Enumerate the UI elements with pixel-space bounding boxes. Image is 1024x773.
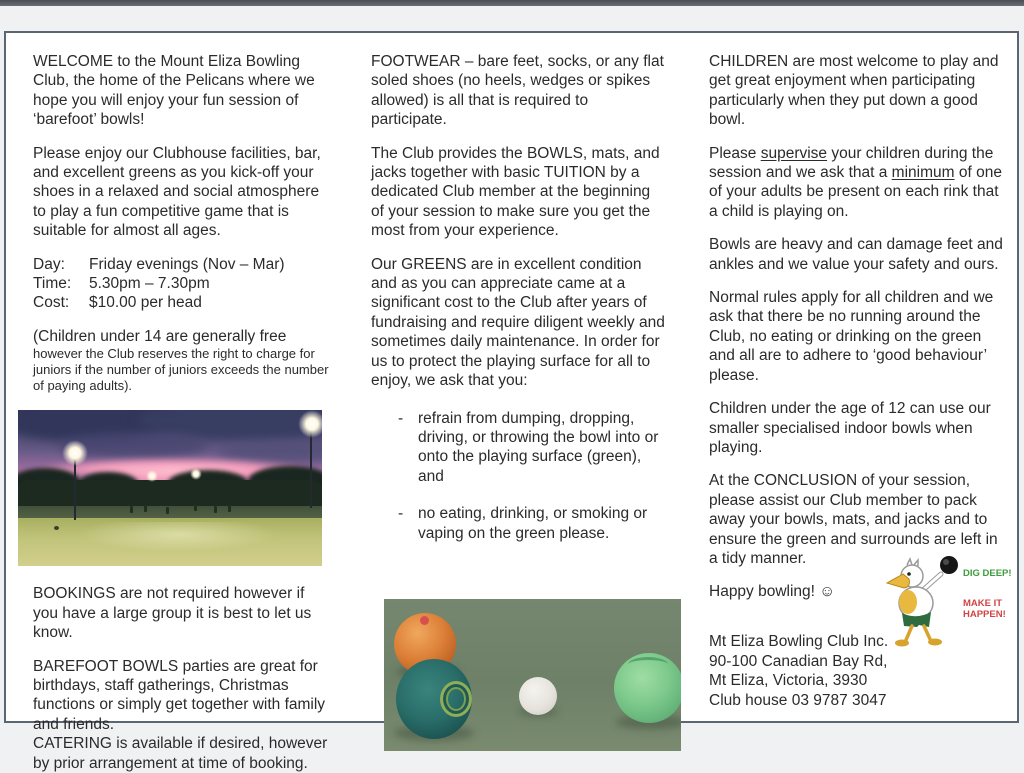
bullet-marker: - [398,505,404,523]
provides-paragraph: The Club provides the BOWLS, mats, and jacks together with basic TUITION by a dedicated Club member at the beginning of your session to make sure you get the most from your experience. [371,144,660,240]
detail-time [33,274,329,293]
photo-lawn-glow [78,522,278,552]
green-rule-bullet-2 [371,504,667,543]
bullet-text: no eating, drinking, or smoking or vaping on the green please. [418,505,648,542]
green-rule-bullet-1 [371,409,667,487]
pelican-mascot-logo [885,554,1015,660]
bowls-photo [384,599,681,751]
bowls-heavy-paragraph: Bowls are heavy and can damage feet and ankles and we value your safety and ours. [709,236,1003,273]
club-address-block [709,632,888,710]
session-details [33,255,329,313]
normal-rules-paragraph: Normal rules apply for all children and we ask that there be no running around the Club, no eating or drinking on the green and all are to adhere to ‘good behaviour’ please. [709,289,994,384]
photo-person [214,506,217,513]
column-right [709,52,1012,721]
pelican-mascot-icon [885,554,963,654]
mascot-make-it-happen-text: MAKE IT HAPPEN! [963,598,1006,621]
happy-bowling-text: Happy bowling! ☺ [709,583,836,601]
parties-paragraph: BAREFOOT BOWLS parties are great for birthdays, staff gatherings, Christmas functions or simply get together with family and friends. [33,657,326,733]
children-note-small: however the Club reserves the right to charge for juniors if the number of juniors exceeds the number of paying adults). [33,346,329,394]
address-line-city: Mt Eliza, Victoria, 3930 [709,672,868,690]
detail-day-label: Day: [33,255,65,273]
photo-person [166,507,169,514]
column-left [33,52,329,772]
address-line-name: Mt Eliza Bowling Club Inc. [709,633,889,651]
enjoy-paragraph: Please enjoy our Clubhouse facilities, bar, and excellent greens as you kick-off your shoes in a relaxed and social atmosphere to play a fun competitive game that is suitable for almost all ages. [33,144,321,240]
bookings-paragraph: BOOKINGS are not required however if you have a large group it is best to let us know. [33,585,312,642]
greens-paragraph: Our GREENS are in excellent condition and as you can appreciate came at a significant cost to the Club after years of fundraising and require diligent weekly and sometimes daily maintenance. In order for us to protect the playing surface for all to enjoy, we ask that you: [371,255,665,390]
under-12-paragraph: Children under the age of 12 can use our smaller specialised indoor bowls when playing. [709,400,991,456]
catering-paragraph: CATERING is available if desired, however by prior arrangement at time of booking. [33,735,328,772]
photo-person [144,505,147,512]
photo-floodlight [298,410,322,438]
photo-bowl-rings [628,657,668,672]
detail-time-label: Time: [33,275,72,293]
bullet-marker: - [398,409,404,427]
photo-green-bowl [614,653,681,723]
mascot-dig-deep-text: DIG DEEP! [963,568,1012,580]
column-middle [371,52,667,721]
children-note-lead: (Children under 14 are generally free [33,327,287,345]
brochure-page [4,31,1019,772]
detail-cost-value: $10.00 per head [89,294,202,312]
supervise-paragraph: Please supervise your children during the session and we ask that a minimum of one of your adults be present on each rink that a child is playing on. [709,144,1002,220]
detail-day-value: Friday evenings (Nov – Mar) [89,255,285,273]
address-line-phone: Club house 03 9787 3047 [709,691,887,709]
mascot-bowl [940,556,958,574]
detail-time-value: 5.30pm – 7.30pm [89,275,210,293]
photo-teal-bowl [396,659,472,739]
children-note [33,327,329,394]
footwear-paragraph: FOOTWEAR – bare feet, socks, or any flat soled shoes (no heels, wedges or spikes allowed) is all that is required to participate. [371,53,664,129]
sunset-green-photo [18,410,322,566]
children-paragraph: CHILDREN are most welcome to play and get great enjoyment when participating particularly when they put down a good bowl. [709,53,999,129]
conclusion-paragraph: At the CONCLUSION of your session, please assist our Club member to pack away your bowls, mats, and jacks and to ensure the green and surrounds are left in a tidy manner. [709,472,998,567]
bullet-text: refrain from dumping, dropping, driving, or throwing the bowl into or onto the playing surface (green), and [418,409,659,485]
detail-day [33,255,329,274]
detail-cost [33,293,329,312]
photo-person [194,504,197,511]
window-top-strip [0,0,1024,6]
photo-white-jack [519,677,557,715]
photo-person [130,506,133,513]
footer-area [709,568,1012,732]
address-line-street: 90-100 Canadian Bay Rd, [709,652,888,670]
welcome-paragraph: WELCOME to the Mount Eliza Bowling Club, the home of the Pelicans where we hope you will enjoy your fun session of ‘barefoot’ bowls! [33,53,315,129]
photo-bowl-rings [440,681,472,717]
detail-cost-label: Cost: [33,294,70,312]
photo-person [228,505,231,512]
